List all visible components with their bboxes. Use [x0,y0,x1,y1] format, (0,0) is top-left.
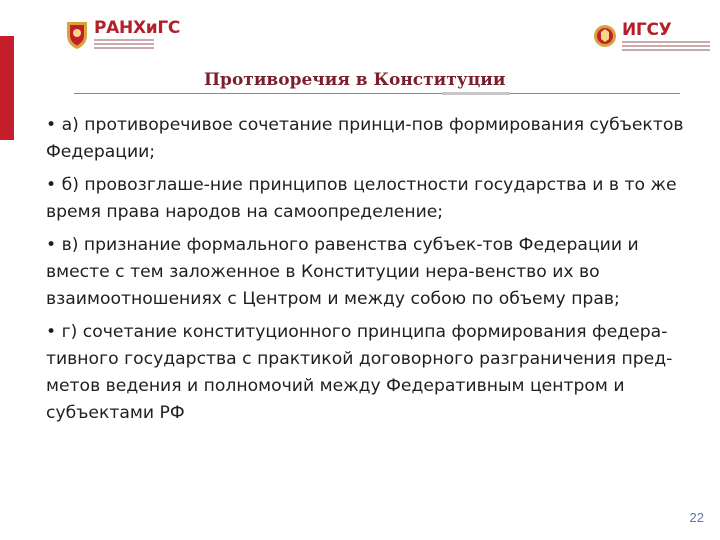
ranepa-logo [64,18,180,50]
title-divider [74,93,680,94]
igsu-crest-icon [592,20,618,52]
page-number: 22 [689,510,704,525]
title-divider-accent [442,92,510,95]
red-accent-bar [0,36,14,140]
list-item: • б) провозглаше-ние принципов целостности государства и в то же время права народов на самоопределение; [46,175,677,222]
list-item: • а) противоречивое сочетание принци-пов формирования субъектов Федерации; [46,115,684,162]
slide-title: Противоречия в Конституции [204,70,506,90]
list-item: • г) сочетание конституционного принципа формирования федера-тивного государства с практикой договорного разграничения пред-метов ведения и полномочий между Федеративным центром и субъектами РФ [46,322,673,423]
igsu-logo-name: ИГСУ [622,20,672,40]
ranepa-crest-icon [64,18,90,50]
slide-content [46,112,696,433]
igsu-logo [592,20,710,52]
list-item: • в) признание формального равенства субъек-тов Федерации и вместе с тем заложенное в Конституции нера-венство их во взаимоотношениях с Центром и между собою по объему прав; [46,235,639,309]
ranepa-logo-name: РАНХиГС [94,18,181,38]
